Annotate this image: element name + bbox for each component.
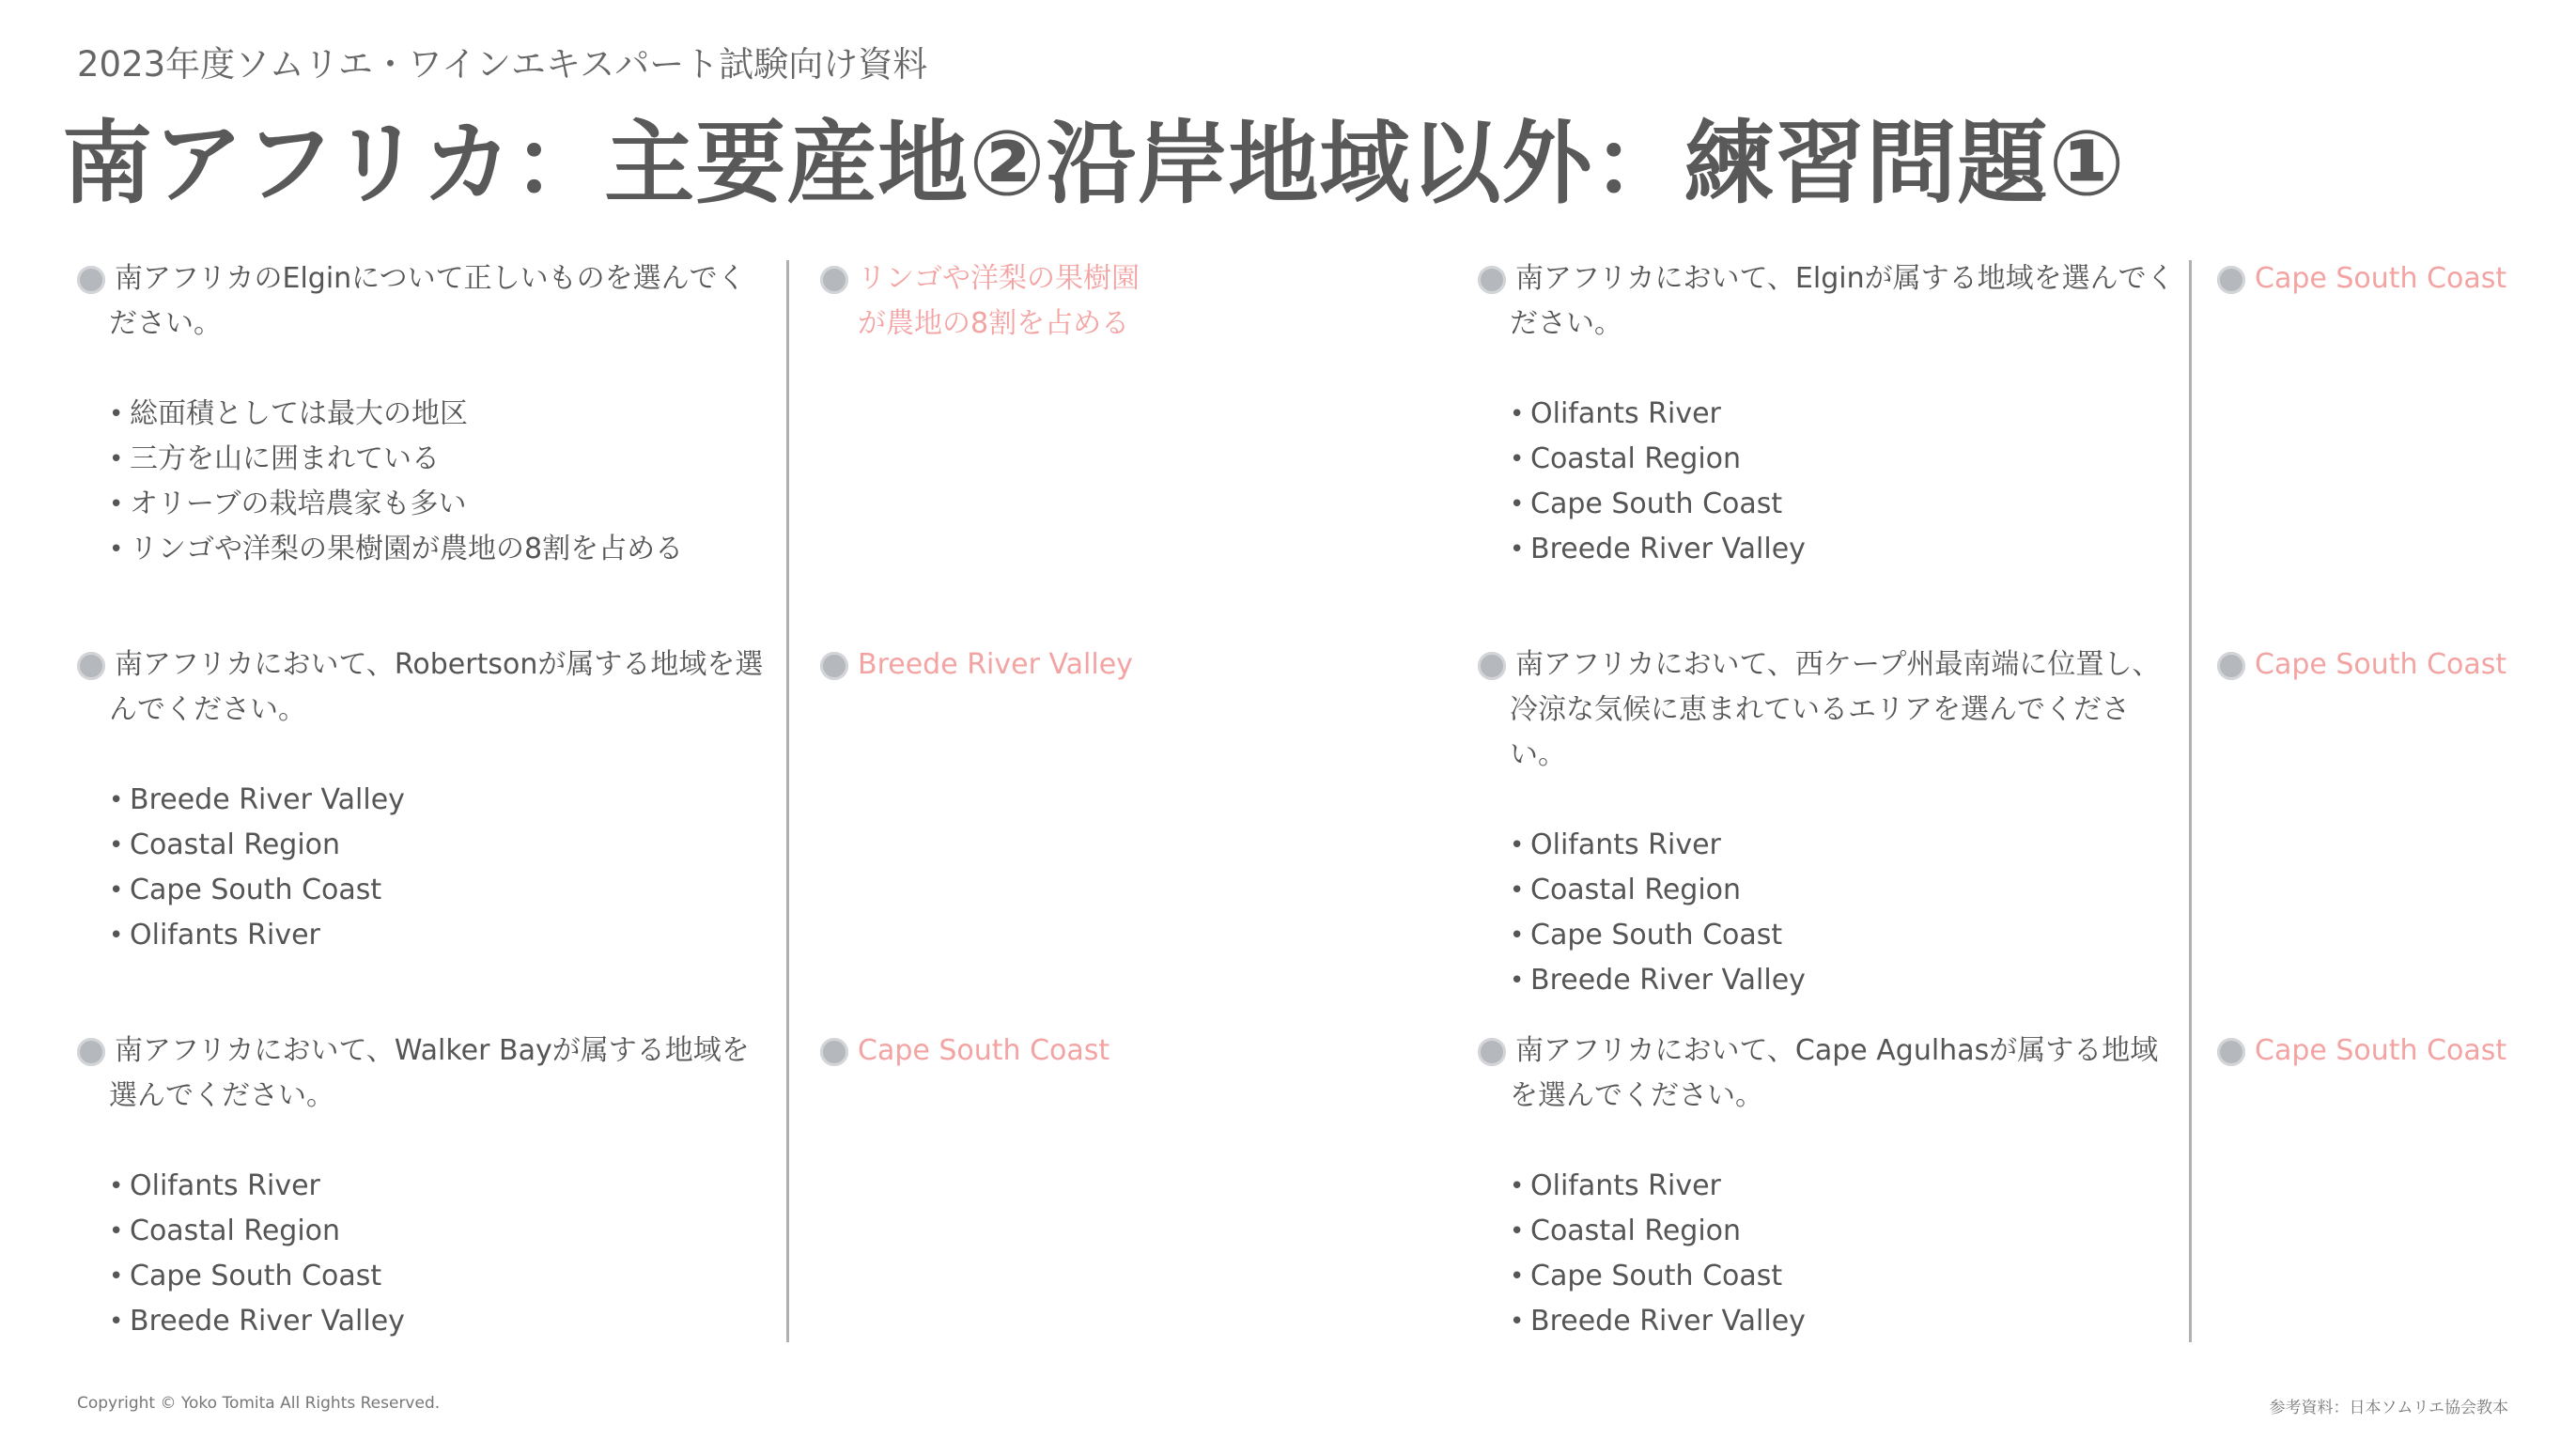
bullet-circle-icon xyxy=(820,652,848,680)
answer-text: Cape South Coast xyxy=(2255,1034,2507,1067)
option-item: • Cape South Coast xyxy=(109,868,772,913)
divider-left xyxy=(786,260,789,1342)
deck-subtitle: 2023年度ソムリエ・ワインエキスパート試験向け資料 xyxy=(77,44,928,85)
option-item: • Olifants River xyxy=(109,1164,772,1209)
question-stem xyxy=(1478,1029,2178,1119)
option-item: • オリーブの栽培農家も多い xyxy=(109,482,772,527)
question-block-2 xyxy=(1478,256,2178,572)
option-item: • Coastal Region xyxy=(1510,437,2178,482)
option-item: • Breede River Valley xyxy=(109,1299,772,1344)
option-item: • Cape South Coast xyxy=(1510,1254,2178,1299)
reference-note: 参考資料：日本ソムリエ協会教本 xyxy=(2269,1399,2508,1417)
answer-block-2 xyxy=(2217,256,2576,302)
option-item: • Olifants River xyxy=(1510,392,2178,437)
question-block-1 xyxy=(77,256,772,572)
bullet-circle-icon xyxy=(77,1038,105,1066)
option-item: • Cape South Coast xyxy=(1510,482,2178,527)
question-text: 南アフリカのElginについて正しいものを選んでください。 xyxy=(109,262,746,340)
question-block-6 xyxy=(1478,1029,2178,1344)
bullet-circle-icon xyxy=(1478,652,1506,680)
option-item: • Breede River Valley xyxy=(1510,1299,2178,1344)
option-list xyxy=(77,778,772,958)
bullet-circle-icon xyxy=(2217,652,2245,680)
question-stem xyxy=(77,642,772,733)
answer-text: Cape South Coast xyxy=(858,1034,1110,1067)
bullet-circle-icon xyxy=(820,1038,848,1066)
question-stem xyxy=(1478,642,2178,778)
question-block-5 xyxy=(77,1029,772,1344)
answer-block-5 xyxy=(820,1029,1252,1074)
option-item: • Olifants River xyxy=(109,913,772,958)
option-item: • Breede River Valley xyxy=(1510,527,2178,572)
question-text: 南アフリカにおいて、Cape Agulhasが属する地域を選んでください。 xyxy=(1510,1034,2159,1112)
option-item: • 三方を山に囲まれている xyxy=(109,437,772,482)
option-item: • Olifants River xyxy=(1510,1164,2178,1209)
question-text: 南アフリカにおいて、Elginが属する地域を選んでください。 xyxy=(1510,262,2175,340)
bullet-circle-icon xyxy=(77,652,105,680)
answer-block-3 xyxy=(820,642,1252,688)
copyright-notice: Copyright © Yoko Tomita All Rights Reserved. xyxy=(77,1394,441,1413)
answer-block-1 xyxy=(820,256,1140,347)
answer-text: Breede River Valley xyxy=(858,648,1133,681)
question-block-3 xyxy=(77,642,772,958)
page-title: 南アフリカ：主要産地②沿岸地域以外：練習問題① xyxy=(62,111,2126,216)
bullet-circle-icon xyxy=(1478,1038,1506,1066)
option-list xyxy=(1478,392,2178,572)
option-item: • Coastal Region xyxy=(109,823,772,868)
option-item: • Olifants River xyxy=(1510,823,2178,868)
option-list xyxy=(77,1164,772,1344)
bullet-circle-icon xyxy=(820,266,848,294)
option-item: • Cape South Coast xyxy=(109,1254,772,1299)
option-item: • Breede River Valley xyxy=(109,778,772,823)
bullet-circle-icon xyxy=(2217,266,2245,294)
answer-block-6 xyxy=(2217,1029,2576,1074)
answer-block-4 xyxy=(2217,642,2576,688)
option-list xyxy=(1478,1164,2178,1344)
answer-text: Cape South Coast xyxy=(2255,262,2507,295)
option-item: • Coastal Region xyxy=(1510,868,2178,913)
question-text: 南アフリカにおいて、Walker Bayが属する地域を選んでください。 xyxy=(109,1034,750,1112)
option-item: • Cape South Coast xyxy=(1510,913,2178,958)
question-stem xyxy=(77,1029,772,1119)
answer-text: Cape South Coast xyxy=(2255,648,2507,681)
bullet-circle-icon xyxy=(1478,266,1506,294)
question-stem xyxy=(1478,256,2178,347)
question-block-4 xyxy=(1478,642,2178,1003)
question-text: 南アフリカにおいて、西ケープ州最南端に位置し、冷涼な気候に恵まれているエリアを選んでください。 xyxy=(1510,648,2161,771)
option-item: • リンゴや洋梨の果樹園が農地の8割を占める xyxy=(109,527,772,572)
option-item: • 総面積としては最大の地区 xyxy=(109,392,772,437)
answer-text: リンゴや洋梨の果樹園が農地の8割を占める xyxy=(858,262,1140,340)
option-item: • Coastal Region xyxy=(109,1209,772,1254)
option-item: • Coastal Region xyxy=(1510,1209,2178,1254)
bullet-circle-icon xyxy=(2217,1038,2245,1066)
divider-right xyxy=(2189,260,2192,1342)
question-text: 南アフリカにおいて、Robertsonが属する地域を選んでください。 xyxy=(109,648,764,726)
question-stem xyxy=(77,256,772,347)
bullet-circle-icon xyxy=(77,266,105,294)
option-list xyxy=(1478,823,2178,1003)
option-item: • Breede River Valley xyxy=(1510,958,2178,1003)
option-list xyxy=(77,392,772,572)
